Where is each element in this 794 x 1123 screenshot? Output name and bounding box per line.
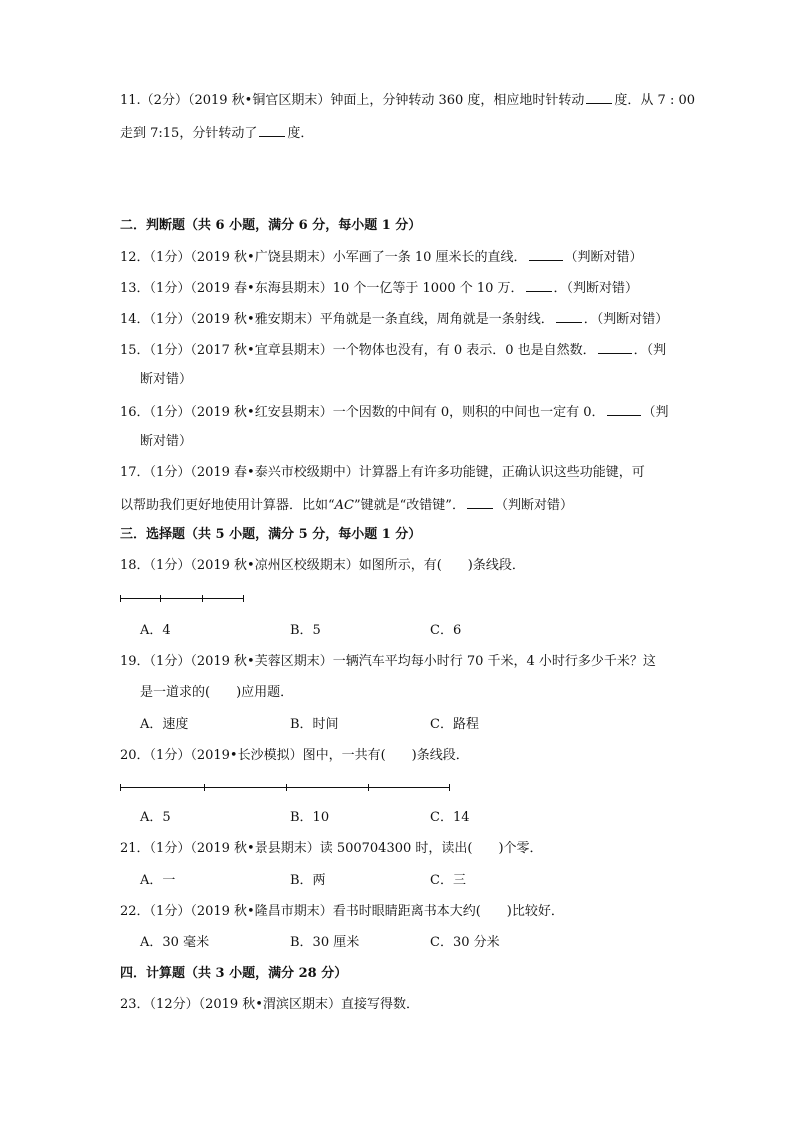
option-c[interactable]: C．路程 <box>430 717 479 732</box>
question-22: 22．（1分）（2019 秋•隆昌市期末）看书时眼睛距离书本大约( )比较好． <box>120 904 564 919</box>
segment-point <box>120 595 121 602</box>
question-12: 12．（1分）（2019 秋•广饶县期末）小军画了一条 10 厘米长的直线． （判断对错） <box>120 250 643 265</box>
option-a[interactable]: A．30 毫米 <box>140 935 210 950</box>
question-17-line-1: 17．（1分）（2019 春•泰兴市校级期中）计算器上有许多功能键，正确认识这些功能键，可 <box>120 465 645 480</box>
question-21: 21．（1分）（2019 秋•景县期末）读 500704300 时，读出( )个零． <box>120 841 543 856</box>
answer-blank[interactable] <box>529 248 563 261</box>
option-a[interactable]: A．速度 <box>140 717 189 732</box>
answer-blank[interactable] <box>259 124 285 137</box>
segment-line <box>120 598 244 599</box>
segment-point <box>243 595 244 602</box>
answer-blank[interactable] <box>586 91 612 104</box>
question-19-line-1: 19．（1分）（2019 秋•芙蓉区期末）一辆汽车平均每小时行 70 千米，4 小时行多少千米？这 <box>120 654 656 669</box>
question-15-line-2: 断对错） <box>140 372 193 387</box>
question-17-line-2: 以帮助我们更好地使用计算器．比如“AC”键就是“改错键”． （判断对错） <box>120 498 573 513</box>
segment-point <box>368 784 369 791</box>
segment-point <box>120 784 121 791</box>
segment-point <box>204 784 205 791</box>
question-16-line-2: 断对错） <box>140 434 193 449</box>
option-b[interactable]: B．30 厘米 <box>290 935 360 950</box>
option-b[interactable]: B．时间 <box>290 717 339 732</box>
option-b[interactable]: B．10 <box>290 810 330 825</box>
section-2-heading: 二．判断题（共 6 小题，满分 6 分，每小题 1 分） <box>120 218 422 233</box>
question-16-line-1: 16．（1分）（2019 秋•红安县期末）一个因数的中间有 0，则积的中间也一定有 0． （判 <box>120 405 669 420</box>
question-20: 20．（1分）（2019•长沙模拟）图中，一共有( )条线段． <box>120 748 469 763</box>
section-3-heading: 三．选择题（共 5 小题，满分 5 分，每小题 1 分） <box>120 527 422 542</box>
ac-key-label: AC <box>334 498 354 513</box>
question-14: 14．（1分）（2019 秋•雅安期末）平角就是一条直线，周角就是一条射线． ．（判断对错） <box>120 312 669 327</box>
option-b[interactable]: B．5 <box>290 623 321 638</box>
segment-figure-18 <box>120 593 244 603</box>
option-c[interactable]: C．14 <box>430 810 470 825</box>
answer-blank[interactable] <box>556 310 582 323</box>
option-c[interactable]: C．6 <box>430 623 462 638</box>
answer-blank[interactable] <box>526 279 552 292</box>
segment-point <box>286 784 287 791</box>
section-4-heading: 四．计算题（共 3 小题，满分 28 分） <box>120 966 348 981</box>
segment-point <box>202 595 203 602</box>
question-18: 18．（1分）（2019 秋•凉州区校级期末）如图所示，有( )条线段． <box>120 558 525 573</box>
option-a[interactable]: A．4 <box>140 623 171 638</box>
question-19-line-2: 是一道求的( )应用题． <box>140 685 294 700</box>
question-23: 23．（12分）（2019 秋•渭滨区期末）直接写得数． <box>120 997 419 1012</box>
option-c[interactable]: C．三 <box>430 873 466 888</box>
segment-point <box>160 595 161 602</box>
question-11-line-1: 11.（2分）（2019 秋•铜官区期末）钟面上，分钟转动 360 度，相应地时针转动 度．从 7 : 00 <box>120 93 696 108</box>
question-11-line-2: 走到 7:15，分针转动了 度． <box>120 126 314 141</box>
question-13: 13．（1分）（2019 春•东海县期末）10 个一亿等于 1000 个 10 万． ．（判断对错） <box>120 281 639 296</box>
option-c[interactable]: C．30 分米 <box>430 935 500 950</box>
answer-blank[interactable] <box>607 403 641 416</box>
option-b[interactable]: B．两 <box>290 873 326 888</box>
segment-line <box>120 787 450 788</box>
answer-blank[interactable] <box>467 496 493 509</box>
segment-figure-20 <box>120 782 450 792</box>
segment-point <box>449 784 450 791</box>
answer-blank[interactable] <box>598 341 632 354</box>
option-a[interactable]: A．5 <box>140 810 171 825</box>
question-15-line-1: 15．（1分）（2017 秋•宜章县期末）一个物体也没有，有 0 表示．0 也是自然数． ．（判 <box>120 343 667 358</box>
option-a[interactable]: A．一 <box>140 873 176 888</box>
